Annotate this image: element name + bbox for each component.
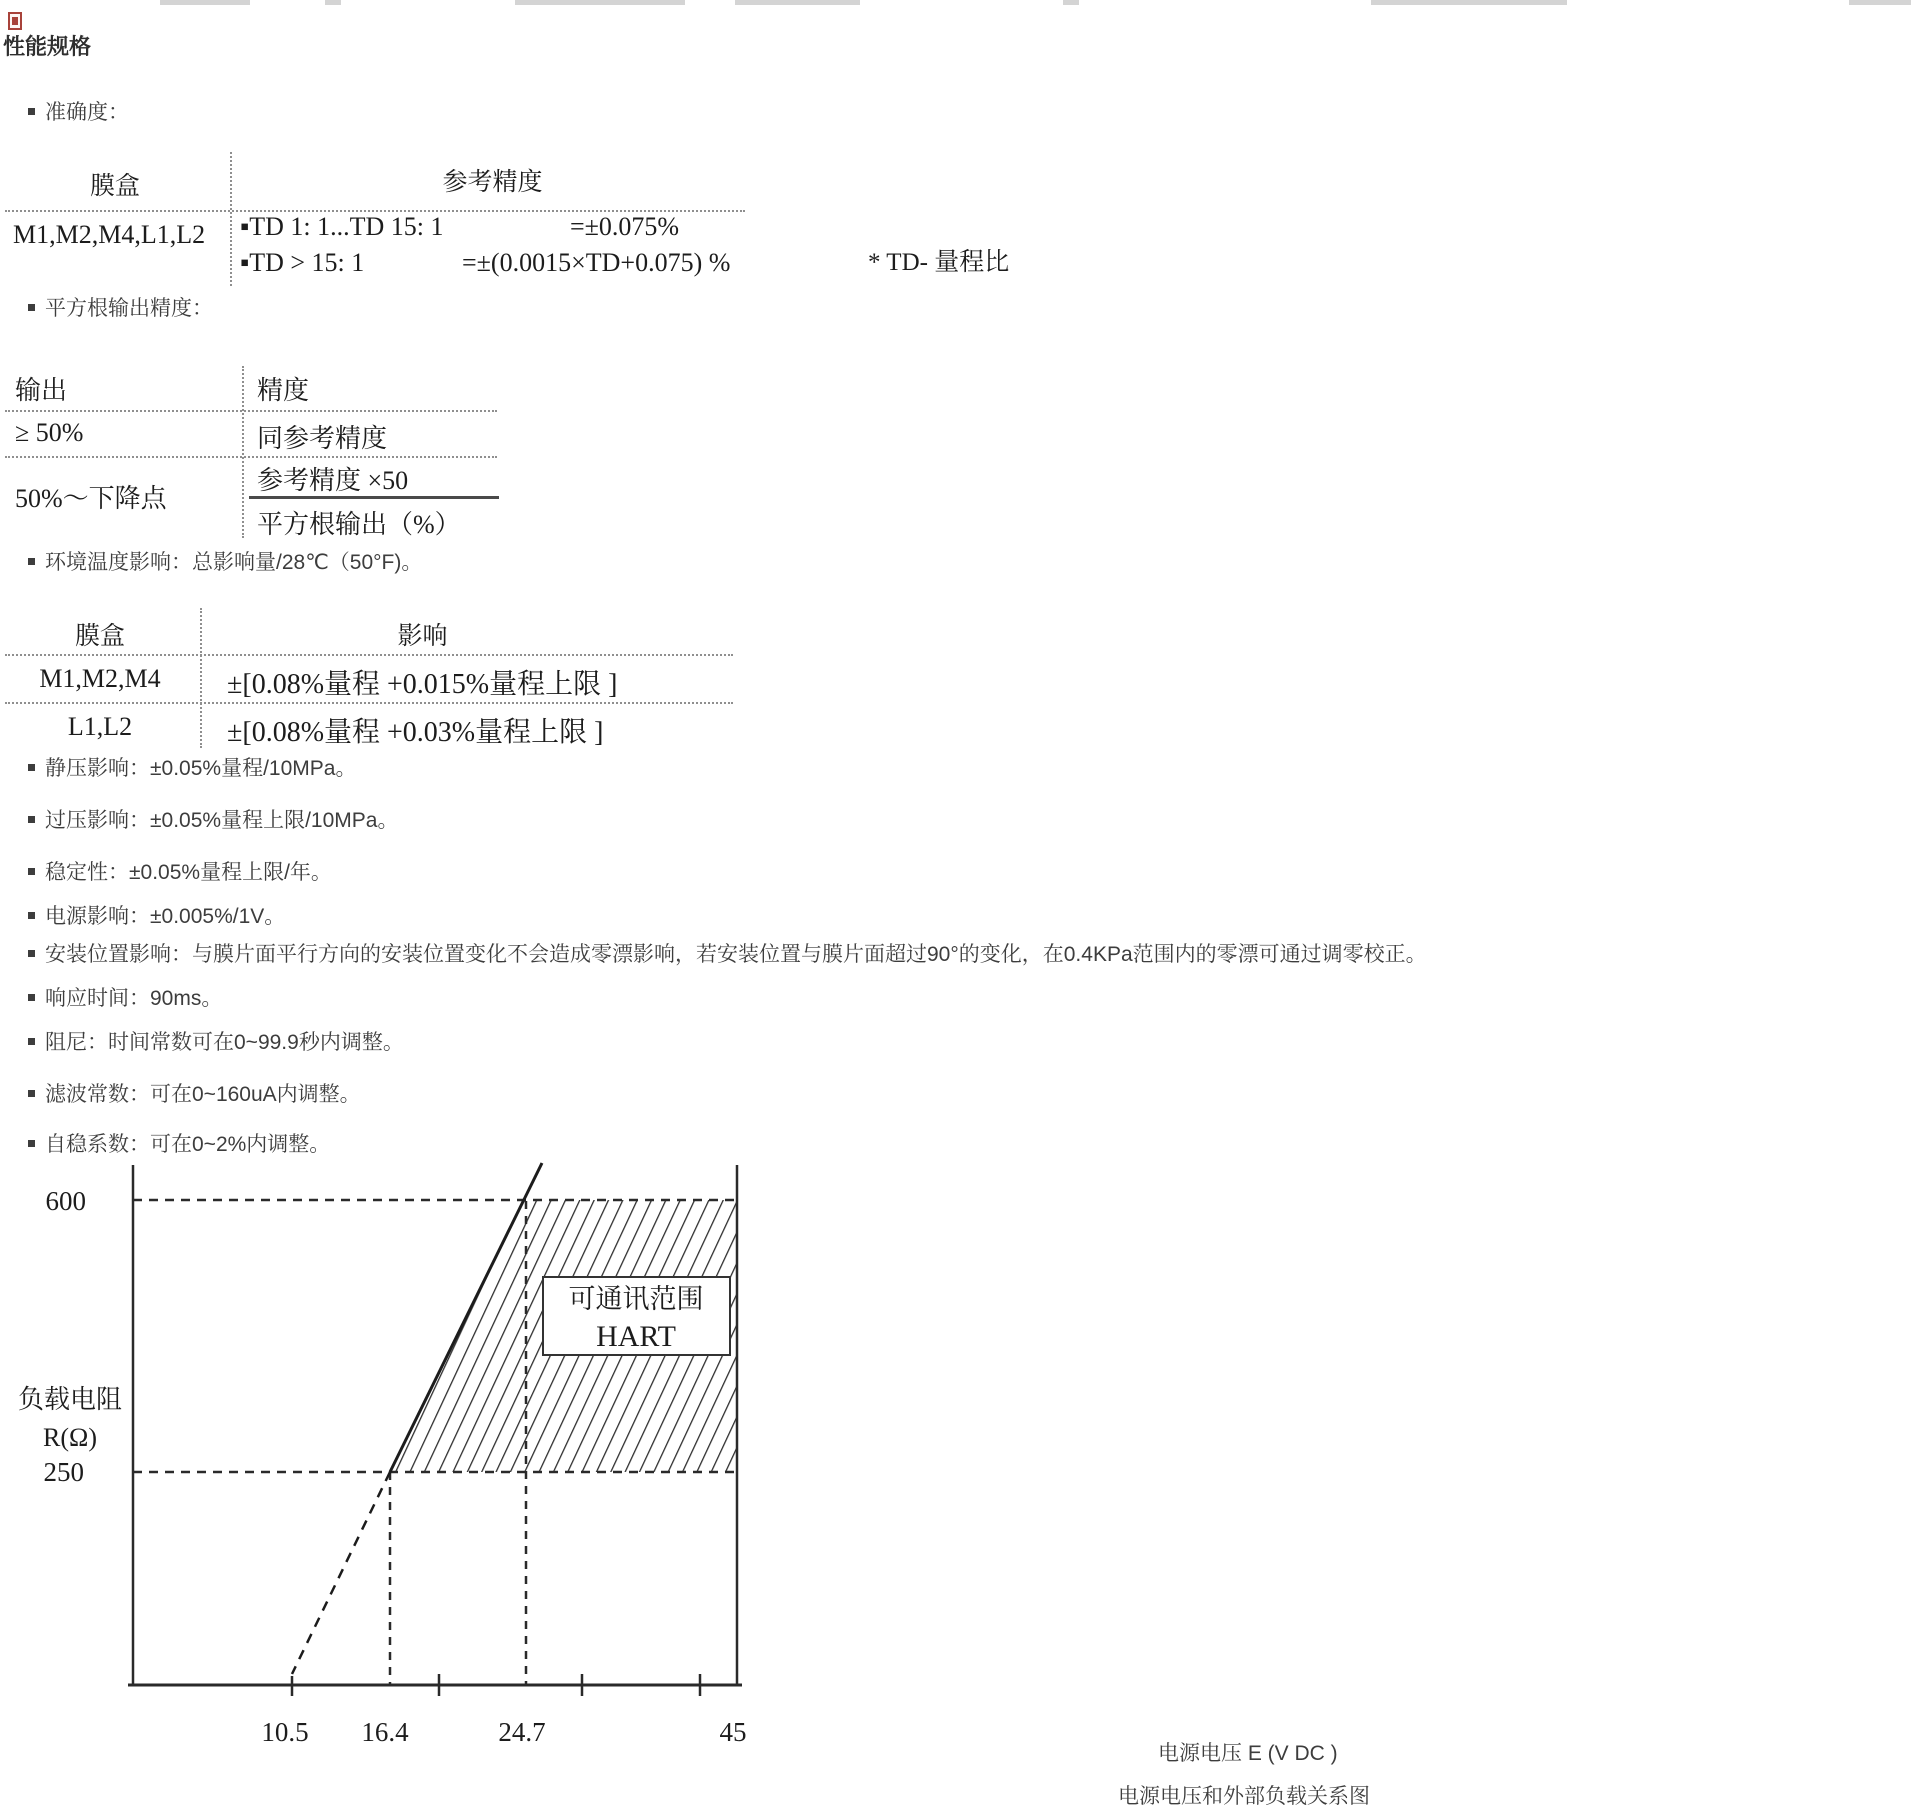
bullet-overpressure-text: 过压影响：±0.05%量程上限/10MPa。 (45, 809, 399, 832)
bullet-ambient-temp-text: 环境温度影响：总影响量/28℃（50°F)。 (45, 551, 423, 574)
bullet-sqrt-accuracy (28, 292, 213, 322)
ytick-250-label: 250 (43, 1457, 84, 1487)
bullet-square-icon (28, 868, 35, 875)
sqrt-table-header-accuracy: 精度 (257, 376, 310, 405)
bullet-square-icon (28, 994, 35, 1001)
bullet-accuracy-text: 准确度： (45, 101, 129, 124)
accuracy-table-header-ref: 参考精度 (442, 169, 543, 196)
bullet-power-supply (28, 900, 285, 930)
sqrt-table-header-output: 输出 (15, 376, 68, 405)
bullet-sqrt-accuracy-text: 平方根输出精度： (45, 297, 213, 320)
bullet-stability (28, 856, 332, 886)
page-top-artifact (1063, 0, 1079, 5)
sqrt-accuracy-table (5, 366, 497, 542)
y-axis-title-line1: 负载电阻 (17, 1385, 123, 1414)
bullet-overpressure (28, 804, 398, 834)
bullet-filter-constant-text: 滤波常数：可在0~160uA内调整。 (45, 1083, 361, 1106)
bullet-response-time (28, 982, 222, 1012)
sqrt-table-row2-output: 50%～下降点 (15, 484, 167, 513)
page-top-artifact (735, 0, 860, 5)
x-axis-caption: 电源电压 E (V DC ) (1158, 1742, 1338, 1765)
xtick-45-label: 45 (719, 1717, 747, 1747)
sqrt-table-rule-2 (5, 456, 497, 458)
accuracy-table-capsule-list: M1,M2,M4,L1,L2 (13, 220, 206, 249)
bullet-power-supply-text: 电源影响：±0.005%/1V。 (45, 905, 286, 928)
bullet-square-icon (28, 816, 35, 823)
xtick-16-4-label: 16.4 (361, 1717, 409, 1747)
accuracy-table-line2-cond: ▪TD > 15: 1 (240, 248, 365, 277)
sqrt-table-fraction-numerator: 参考精度 ×50 (257, 466, 409, 495)
bullet-filter-constant (28, 1078, 361, 1108)
accuracy-table-divider (230, 152, 232, 286)
bullet-self-stabilization-text: 自稳系数：可在0~2%内调整。 (45, 1133, 331, 1156)
section-heading: 性能规格 (3, 34, 92, 59)
turndown-ratio-note: * TD- 量程比 (868, 249, 1010, 276)
ytick-600-label: 600 (45, 1186, 86, 1216)
bullet-response-time-text: 响应时间：90ms。 (45, 987, 223, 1010)
hart-label-line1: 可通讯范围 (568, 1284, 704, 1314)
sqrt-table-rule-1 (5, 410, 497, 412)
accuracy-table-line2-value: =±(0.0015×TD+0.075) % (462, 248, 731, 277)
sqrt-table-fraction-bar (249, 496, 499, 499)
hart-label-line2: HART (596, 1320, 676, 1353)
bullet-static-pressure-text: 静压影响：±0.05%量程/10MPa。 (45, 757, 357, 780)
page-top-artifact (325, 0, 341, 5)
bullet-accuracy (28, 96, 129, 126)
xtick-10-5-label: 10.5 (261, 1717, 309, 1747)
temp-table-row-capsule: L1,L2 (67, 712, 133, 741)
temp-table-row-effect: ±[0.08%量程 +0.03%量程上限 ] (227, 717, 604, 748)
sqrt-table-row1-accuracy: 同参考精度 (257, 424, 388, 453)
accuracy-table-line1-cond: ▪TD 1: 1...TD 15: 1 (240, 212, 444, 241)
bullet-square-icon (28, 912, 35, 919)
load-vs-voltage-chart (0, 1150, 800, 1770)
red-document-icon (8, 12, 22, 30)
bullet-square-icon (28, 108, 35, 115)
y-axis-title-line2: R(Ω) (43, 1423, 97, 1452)
load-line-dashed (292, 1472, 390, 1674)
bullet-square-icon (28, 1140, 35, 1147)
bullet-ambient-temp (28, 546, 422, 576)
accuracy-table (5, 148, 745, 288)
bullet-damping (28, 1026, 404, 1056)
page-top-artifact (1371, 0, 1567, 5)
bullet-mounting-position (28, 938, 1427, 968)
page-top-artifact (1849, 0, 1911, 5)
bullet-mounting-position-text: 安装位置影响：与膜片面平行方向的安装位置变化不会造成零漂影响，若安装位置与膜片面超过90°的变化，在0.4KPa范围内的零漂可通过调零校正。 (45, 943, 1427, 966)
bullet-square-icon (28, 558, 35, 565)
temp-table-row-effect: ±[0.08%量程 +0.015%量程上限 ] (227, 669, 618, 700)
temp-table-rule-2 (5, 702, 733, 704)
bullet-damping-text: 阻尼：时间常数可在0~99.9秒内调整。 (45, 1031, 404, 1054)
xtick-24-7-label: 24.7 (498, 1717, 546, 1747)
bullet-square-icon (28, 304, 35, 311)
bullet-stability-text: 稳定性：±0.05%量程上限/年。 (45, 861, 332, 884)
bullet-square-icon (28, 950, 35, 957)
page-top-artifact (515, 0, 685, 5)
sqrt-table-row1-output: ≥ 50% (15, 418, 84, 447)
bullet-square-icon (28, 1038, 35, 1045)
red-document-icon-glyph (12, 17, 18, 25)
temp-table-row-capsule: M1,M2,M4 (39, 664, 161, 693)
bullet-static-pressure (28, 752, 356, 782)
temp-effect-table (5, 606, 733, 748)
temp-table-header-capsule: 膜盒 (74, 623, 125, 650)
bullet-square-icon (28, 1090, 35, 1097)
figure-caption: 电源电压和外部负载关系图 (1118, 1785, 1370, 1808)
accuracy-table-line1-value: =±0.075% (570, 212, 680, 241)
accuracy-table-header-capsule: 膜盒 (89, 173, 140, 200)
page-top-artifact (160, 0, 250, 5)
bullet-square-icon (28, 764, 35, 771)
temp-table-rule-1 (5, 654, 733, 656)
sqrt-table-fraction-denominator: 平方根输出（%） (257, 510, 461, 539)
temp-table-header-effect: 影响 (397, 623, 448, 650)
sqrt-table-divider (242, 366, 244, 538)
